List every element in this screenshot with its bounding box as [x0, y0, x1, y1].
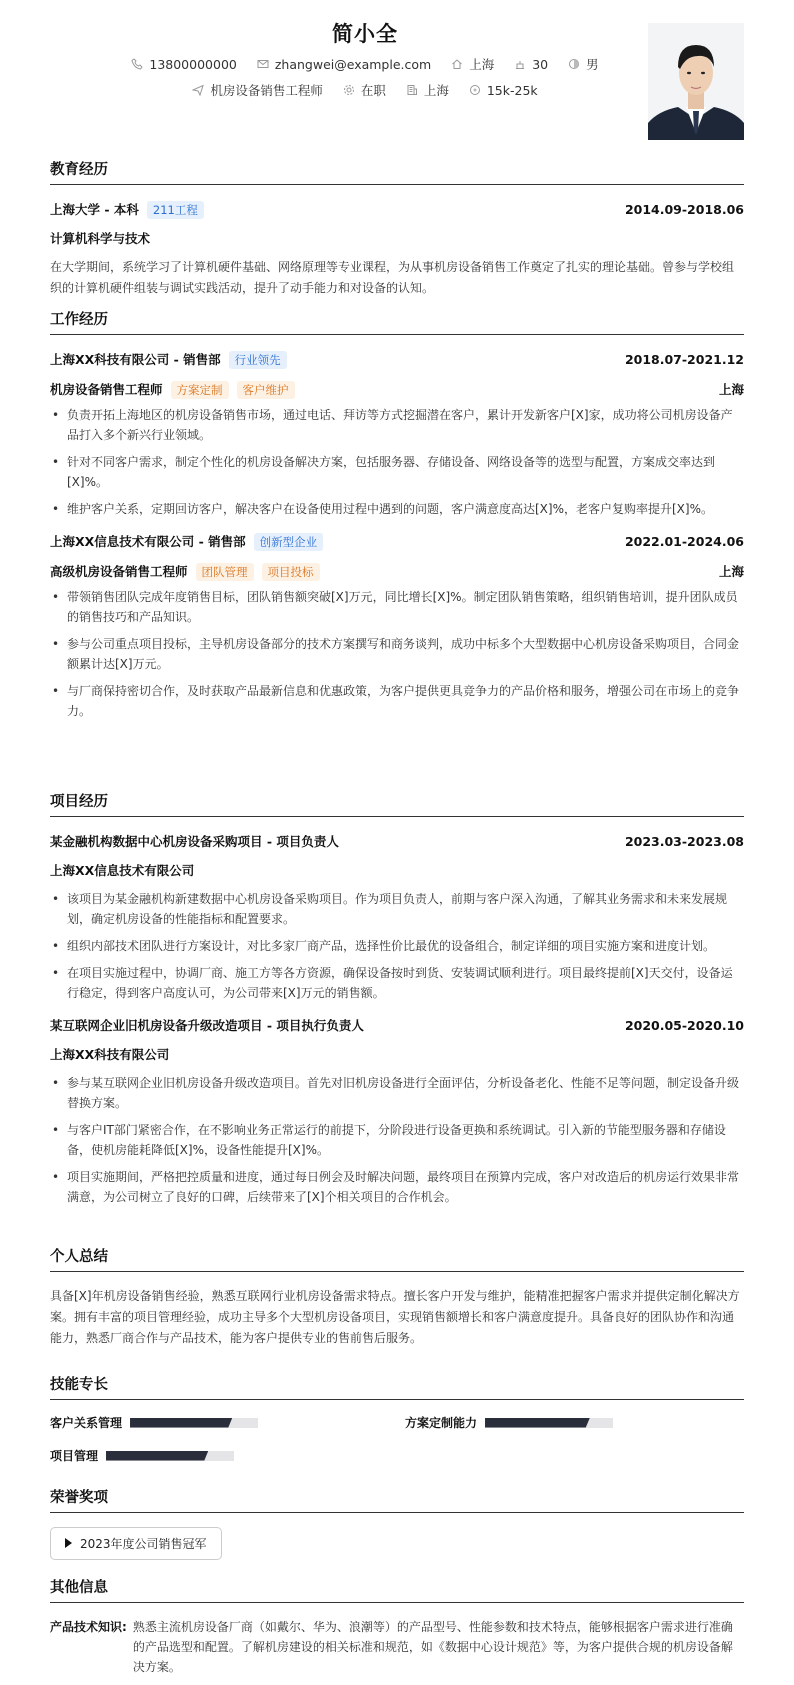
job-company: 上海XX信息技术有限公司 - 销售部: [50, 533, 246, 549]
email-icon: [257, 58, 269, 70]
status-text: 在职: [360, 83, 386, 98]
skill-item: [405, 1414, 613, 1431]
education-date: 2014.09-2018.06: [624, 201, 744, 217]
gender-text: 男: [586, 57, 599, 72]
other-text: 熟悉主流机房设备厂商（如戴尔、华为、浪潮等）的产品型号、性能参数和技术特点，能够根据客户需求进行准确的产品选型和配置。了解机房建设的相关标准和规范，如《数据中心设计规范》等，为客户提供合规的机房设备解决方案。: [132, 1620, 733, 1674]
project-name: 某金融机构数据中心机房设备采购项目 - 项目负责人: [50, 834, 339, 849]
school-tag: 211工程: [147, 201, 204, 219]
position-item: [192, 81, 323, 99]
status-item: [343, 81, 386, 99]
skill-bar-fill: [106, 1451, 208, 1461]
resume-header: [0, 0, 794, 150]
company-tag: 行业领先: [229, 351, 287, 369]
skill-name: 客户关系管理: [50, 1416, 123, 1430]
role-tag: 客户维护: [237, 381, 295, 399]
list-item: • 参与某互联网企业旧机房设备升级改造项目。首先对旧机房设备进行全面评估，分析设备老化、性能不足等问题，制定设备升级替换方案。: [50, 1073, 744, 1113]
work-title: 工作经历: [50, 308, 744, 335]
gender-icon: [568, 58, 580, 70]
contact-row: [0, 55, 730, 73]
skill-name: 方案定制能力: [405, 1416, 478, 1430]
list-item: • 维护客户关系，定期回访客户，解决客户在设备使用过程中遇到的问题，客户满意度高达[X]%，老客户复购率提升[X]%。: [50, 499, 744, 519]
age-icon: [514, 58, 526, 70]
job-date: 2022.01-2024.06: [624, 533, 744, 549]
age-text: 30: [532, 57, 549, 72]
email-text: zhangwei@example.com: [274, 57, 432, 72]
play-icon: [65, 1538, 72, 1548]
job-role-row: [50, 561, 744, 581]
phone-icon: [131, 58, 143, 70]
position-text: 机房设备销售工程师: [210, 83, 323, 98]
home-icon: [451, 58, 463, 70]
education-major: 计算机科学与技术: [50, 231, 151, 246]
job-entry: [50, 349, 744, 519]
awards-section: [50, 1486, 744, 1560]
school-name: 上海大学 - 本科: [50, 201, 139, 217]
city-text: 上海: [469, 57, 495, 72]
send-icon: [192, 84, 204, 96]
awards-title: 荣誉奖项: [50, 1486, 744, 1513]
award-item[interactable]: [50, 1527, 222, 1560]
list-item: • 在项目实施过程中，协调厂商、施工方等各方资源，确保设备按时到货、安装调试顺利进行。项目最终提前[X]天交付，设备运行稳定，得到客户高度认可，为公司带来[X]万元的销售额。: [50, 963, 744, 1003]
project-bullets: [50, 1073, 744, 1207]
job-intent-row: [0, 81, 730, 99]
other-row: [50, 1617, 744, 1677]
skill-bar: [106, 1451, 234, 1461]
job-bullets: [50, 405, 744, 519]
list-item: • 与厂商保持密切合作，及时获取产品最新信息和优惠政策，为客户提供更具竞争力的产品价格和服务，增强公司在市场上的竞争力。: [50, 681, 744, 721]
work-city-item: [406, 81, 449, 99]
job-city: 上海: [718, 564, 744, 579]
project-entry: [50, 1015, 744, 1207]
project-org: 上海XX信息技术有限公司: [50, 863, 195, 878]
work-section: [50, 308, 744, 728]
phone-item: [131, 57, 236, 72]
job-role-row: [50, 379, 744, 399]
job-company-row: [50, 531, 744, 551]
list-item: • 参与公司重点项目投标，主导机房设备部分的技术方案撰写和商务谈判，成功中标多个大型数据中心机房设备采购项目，合同金额累计达[X]万元。: [50, 634, 744, 674]
job-company: 上海XX科技有限公司 - 销售部: [50, 351, 221, 367]
gear-icon: [343, 84, 355, 96]
profile-photo: [648, 23, 744, 140]
skills-row: [50, 1414, 744, 1431]
candidate-name: 简小全: [332, 22, 398, 46]
email-item: [257, 57, 431, 72]
role-tag: 团队管理: [196, 563, 254, 581]
gender-item: [568, 55, 599, 73]
list-item: • 该项目为某金融机构新建数据中心机房设备采购项目。作为项目负责人，前期与客户深入沟通，了解其业务需求和未来发展规划，确定机房设备的性能指标和配置要求。: [50, 889, 744, 929]
job-entry: [50, 531, 744, 721]
list-item: • 与客户IT部门紧密合作，在不影响业务正常运行的前提下，分阶段进行设备更换和系统调试。引入新的节能型服务器和存储设备，使机房能耗降低[X]%，设备性能提升[X]%。: [50, 1120, 744, 1160]
project-bullets: [50, 889, 744, 1003]
work-city-text: 上海: [423, 83, 449, 98]
other-section: [50, 1576, 744, 1677]
education-title: 教育经历: [50, 158, 744, 185]
role-tag: 方案定制: [171, 381, 229, 399]
salary-icon: [469, 84, 481, 96]
project-row: [50, 1015, 744, 1035]
project-name: 某互联网企业旧机房设备升级改造项目 - 项目执行负责人: [50, 1018, 364, 1033]
award-text: 2023年度公司销售冠军: [80, 1537, 207, 1551]
skills-title: 技能专长: [50, 1373, 744, 1400]
project-date: 2020.05-2020.10: [624, 1017, 744, 1033]
job-date: 2018.07-2021.12: [624, 351, 744, 367]
building-icon: [406, 84, 418, 96]
job-role: 机房设备销售工程师: [50, 381, 163, 397]
company-tag: 创新型企业: [254, 533, 324, 551]
list-item: • 带领销售团队完成年度销售目标，团队销售额突破[X]万元，同比增长[X]%。制定团队销售策略，组织销售培训，提升团队成员的销售技巧和产品知识。: [50, 587, 744, 627]
skill-bar: [485, 1418, 613, 1428]
list-item: • 项目实施期间，严格把控质量和进度，通过每日例会及时解决问题，最终项目在预算内完成，客户对改造后的机房运行效果非常满意，为公司树立了良好的口碑，后续带来了[X]个相关项目的合作机会。: [50, 1167, 744, 1207]
job-bullets: [50, 587, 744, 721]
projects-title: 项目经历: [50, 790, 744, 817]
skill-item: [50, 1414, 405, 1431]
project-org: 上海XX科技有限公司: [50, 1047, 170, 1062]
skill-item: [50, 1447, 744, 1464]
summary-text: 具备[X]年机房设备销售经验，熟悉互联网行业机房设备需求特点。擅长客户开发与维护，能精准把握客户需求并提供定制化解决方案。拥有丰富的项目管理经验，成功主导多个大型机房设备项目，实现销售额增长和客户满意度提升。具备良好的团队协作和沟通能力，熟悉厂商合作与产品技术，能为客户提供专业的售前售后服务。: [50, 1289, 740, 1345]
skill-bar-fill: [130, 1418, 232, 1428]
skills-section: [50, 1373, 744, 1464]
project-row: [50, 831, 744, 851]
other-label: 产品技术知识:: [50, 1620, 127, 1634]
education-desc: 在大学期间，系统学习了计算机硬件基础、网络原理等专业课程，为从事机房设备销售工作奠定了扎实的理论基础。曾参与学校组织的计算机硬件组装与调试实践活动，提升了动手能力和对设备的认知。: [50, 260, 735, 295]
age-item: [514, 57, 548, 72]
role-tag: 项目投标: [262, 563, 320, 581]
summary-section: [50, 1245, 744, 1349]
city-item: [451, 55, 494, 73]
list-item: • 组织内部技术团队进行方案设计，对比多家厂商产品，选择性价比最优的设备组合，制定详细的项目实施方案和进度计划。: [50, 936, 744, 956]
skill-bar: [130, 1418, 258, 1428]
phone-text: 13800000000: [149, 57, 237, 72]
salary-text: 15k-25k: [486, 83, 538, 98]
job-city: 上海: [718, 382, 744, 397]
projects-section: [50, 790, 744, 1214]
list-item: • 负责开拓上海地区的机房设备销售市场，通过电话、拜访等方式挖掘潜在客户，累计开发新客户[X]家，成功将公司机房设备产品打入多个新兴行业领域。: [50, 405, 744, 445]
summary-title: 个人总结: [50, 1245, 744, 1272]
job-role: 高级机房设备销售工程师: [50, 563, 188, 579]
other-title: 其他信息: [50, 1576, 744, 1603]
education-section: [50, 158, 744, 299]
job-company-row: [50, 349, 744, 369]
salary-item: [469, 83, 538, 98]
skill-name: 项目管理: [50, 1449, 99, 1463]
skill-bar-fill: [485, 1418, 590, 1428]
list-item: • 针对不同客户需求，制定个性化的机房设备解决方案，包括服务器、存储设备、网络设备等的选型与配置，方案成交率达到[X]%。: [50, 452, 744, 492]
education-row: [50, 199, 744, 219]
project-date: 2023.03-2023.08: [624, 833, 744, 849]
project-entry: [50, 831, 744, 1003]
